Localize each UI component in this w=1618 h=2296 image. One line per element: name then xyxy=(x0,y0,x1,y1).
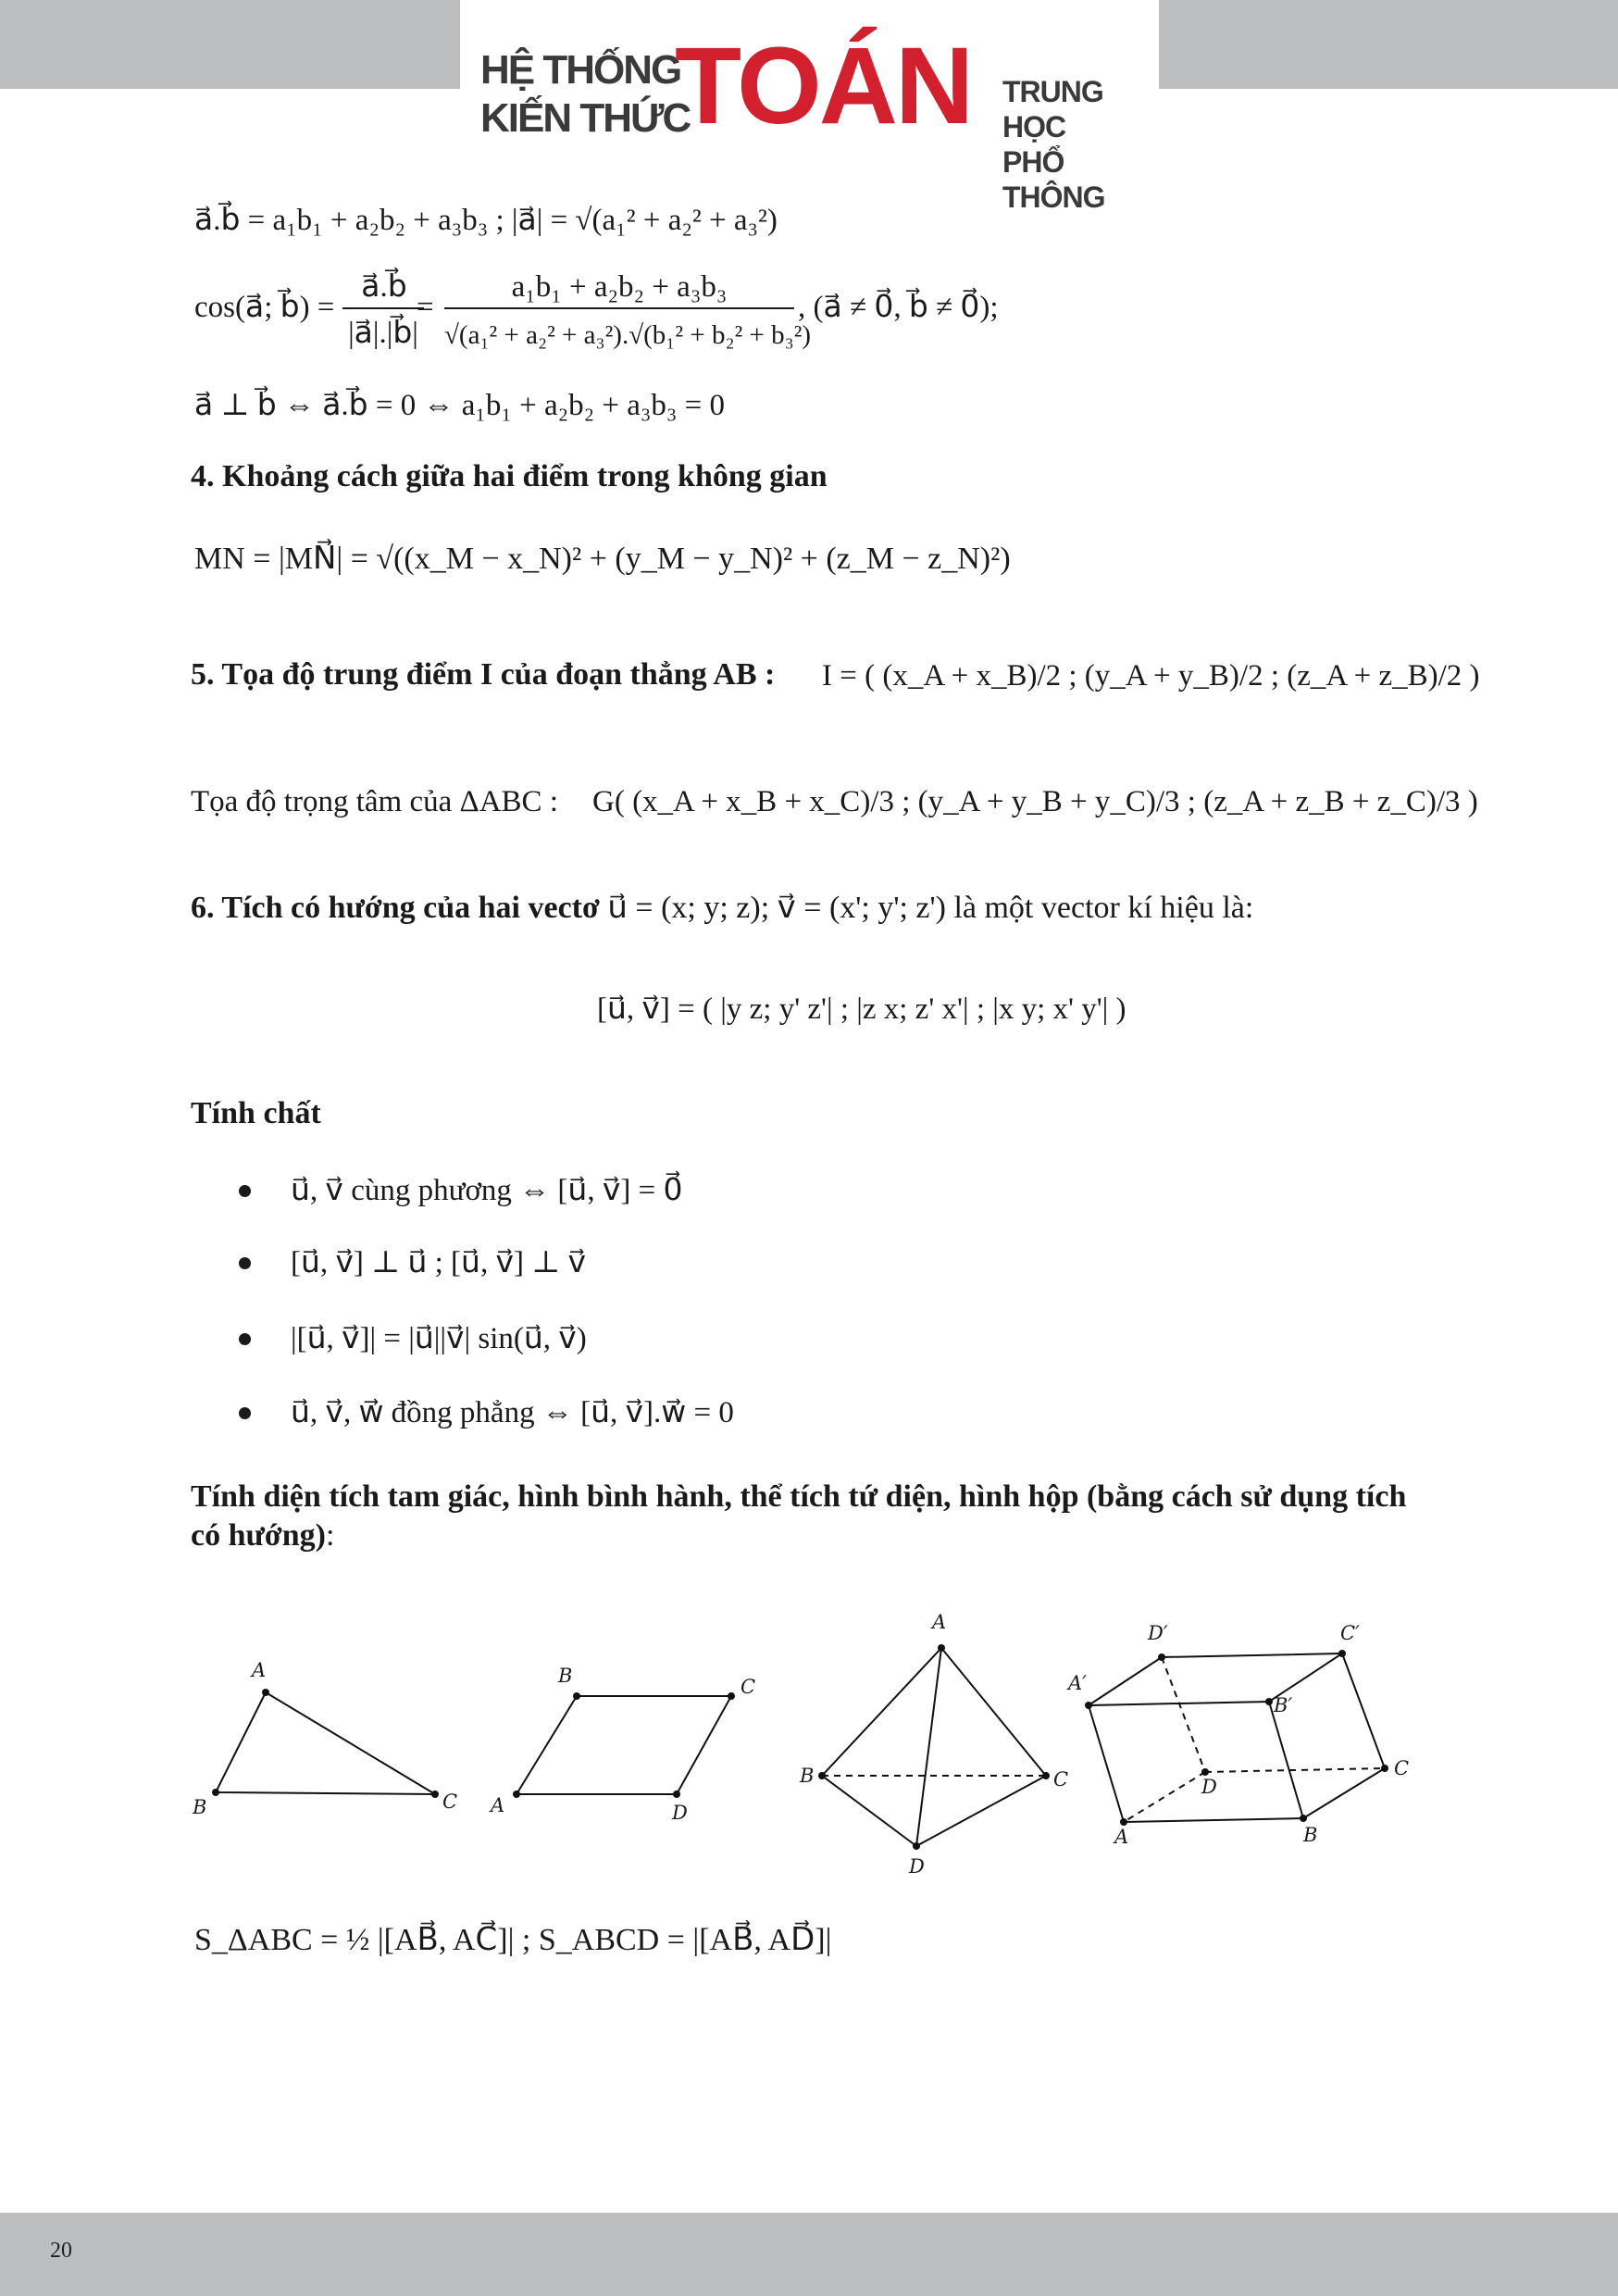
vertex-point xyxy=(1158,1653,1165,1661)
vertex-label: C xyxy=(1053,1768,1069,1791)
vertex-point xyxy=(1381,1765,1388,1772)
vertex-label: A xyxy=(932,1611,947,1633)
cos-frac1-numerator: a⃗.b⃗ xyxy=(361,270,407,304)
header-right-text: TRUNG HỌC PHỔ THÔNG xyxy=(1002,75,1105,214)
section-6-title: 6. Tích có hướng của hai vectơ u⃗ = (x; y; z); v⃗ = (x'; y'; z') là một vector kí hiệu là: xyxy=(191,891,1254,925)
tetra-edge xyxy=(916,1648,941,1846)
vertex-point xyxy=(913,1842,920,1850)
properties-title: Tính chất xyxy=(191,1096,321,1130)
box-top-face xyxy=(1089,1653,1342,1705)
property-item: u⃗, v⃗ cùng phương ⇔ [u⃗, v⃗] = 0⃗ xyxy=(291,1174,683,1207)
cos-frac1-denominator: |a⃗|.|b⃗| xyxy=(348,317,418,350)
vertex-point xyxy=(1201,1768,1209,1776)
vertex-label: C xyxy=(741,1676,756,1698)
vertex-label: B xyxy=(558,1665,573,1687)
header-left-text: HỆ THỐNG KIẾN THỨC xyxy=(480,47,691,141)
vertex-label: C′ xyxy=(1340,1622,1360,1644)
tetra-edge xyxy=(822,1776,916,1846)
midpoint-formula: I = ( (x_A + x_B)/2 ; (y_A + y_B)/2 ; (z_A + z_B)/2 ) xyxy=(822,659,1480,693)
cos-frac2-numerator: a₁b₁ + a₂b₂ + a₃b₃ xyxy=(511,270,728,304)
vertex-point xyxy=(1042,1772,1050,1779)
vertex-point xyxy=(1300,1815,1307,1822)
vertex-point xyxy=(818,1772,826,1779)
vertex-label: A xyxy=(1114,1826,1129,1848)
box-edge xyxy=(1269,1702,1303,1818)
centroid-label: Tọa độ trọng tâm của ΔABC : xyxy=(191,785,558,818)
section-4-title: 4. Khoảng cách giữa hai điểm trong không gian xyxy=(191,459,828,493)
vertex-label: B xyxy=(800,1765,815,1787)
vertex-label: A xyxy=(491,1794,505,1816)
area-title-line2: có hướng): xyxy=(191,1518,335,1553)
vertex-label: A xyxy=(252,1659,267,1681)
vertex-label: A′ xyxy=(1068,1672,1087,1694)
cos-formula-left: cos(a⃗; b⃗) = xyxy=(194,291,335,324)
tetra-edge xyxy=(822,1648,941,1776)
tetra-edge xyxy=(941,1648,1046,1776)
dot-product-formula: a⃗.b⃗ = a₁b₁ + a₂b₂ + a₃b₃ ; |a⃗| = √(a₁² + a₂² + a₃²) xyxy=(194,204,778,237)
vertex-point xyxy=(212,1789,219,1796)
perpendicular-formula: a⃗ ⊥ b⃗ ⇔ a⃗.b⃗ = 0 ⇔ a₁b₁ + a₂b₂ + a₃b₃ = 0 xyxy=(194,389,726,422)
box-hidden-edge xyxy=(1205,1768,1385,1772)
parallelogram-figure xyxy=(517,1696,731,1794)
box-edge xyxy=(1303,1768,1385,1818)
vertex-point xyxy=(728,1692,735,1700)
triangle-figure xyxy=(216,1692,435,1794)
area-formula: S_ΔABC = ½ |[AB⃗, AC⃗]| ; S_ABCD = |[AB⃗, AD⃗]| xyxy=(194,1923,832,1957)
vertex-point xyxy=(1265,1698,1273,1705)
vertex-point xyxy=(513,1791,520,1798)
box-edge xyxy=(1124,1818,1303,1822)
property-item: u⃗, v⃗, w⃗ đồng phẳng ⇔ [u⃗, v⃗].w⃗ = 0 xyxy=(291,1396,734,1429)
vertex-label: B xyxy=(193,1796,207,1818)
cos-condition: , (a⃗ ≠ 0⃗, b⃗ ≠ 0⃗); xyxy=(798,291,999,324)
vertex-label: C xyxy=(442,1791,458,1813)
box-edge xyxy=(1089,1705,1124,1822)
property-item: |[u⃗, v⃗]| = |u⃗||v⃗| sin(u⃗, v⃗) xyxy=(291,1322,587,1355)
vertex-label: D xyxy=(672,1802,688,1824)
vertex-point xyxy=(1120,1818,1127,1826)
vertex-label: D xyxy=(1201,1776,1217,1798)
property-item: [u⃗, v⃗] ⊥ u⃗ ; [u⃗, v⃗] ⊥ v⃗ xyxy=(291,1246,587,1279)
area-title-line1: Tính diện tích tam giác, hình bình hành, thể tích tứ diện, hình hộp (bằng cách sử dụng tích xyxy=(191,1479,1407,1514)
box-hidden-edge xyxy=(1162,1657,1205,1772)
vertex-point xyxy=(1338,1650,1346,1657)
vertex-label: D′ xyxy=(1148,1622,1168,1644)
footer-band xyxy=(0,2213,1618,2296)
vertex-point xyxy=(1085,1702,1092,1709)
equals-sign: = xyxy=(417,291,434,324)
box-hidden-edge xyxy=(1124,1772,1205,1822)
vertex-label: B′ xyxy=(1274,1694,1293,1716)
vertex-label: C xyxy=(1394,1757,1410,1779)
centroid-formula: G( (x_A + x_B + x_C)/3 ; (y_A + y_B + y_C)/3 ; (z_A + z_B + z_C)/3 ) xyxy=(592,785,1478,818)
vertex-point xyxy=(938,1644,945,1652)
vertex-point xyxy=(673,1791,680,1798)
section-5-title: 5. Tọa độ trung điểm I của đoạn thẳng AB : xyxy=(191,657,776,692)
header-title: TOÁN xyxy=(675,25,972,147)
page-number: 20 xyxy=(50,2239,72,2263)
cross-product-formula: [u⃗, v⃗] = ( |y z; y' z'| ; |z x; z' x'| ; |x y; x' y'| ) xyxy=(597,992,1126,1026)
tetra-edge xyxy=(916,1776,1046,1846)
cos-frac2-denominator: √(a₁² + a₂² + a₃²).√(b₁² + b₂² + b₃²) xyxy=(444,320,812,350)
vertex-point xyxy=(431,1791,439,1798)
vertex-point xyxy=(262,1689,269,1696)
vertex-label: B xyxy=(1303,1824,1318,1846)
vertex-label: D xyxy=(909,1855,925,1878)
distance-formula: MN = |MN⃗| = √((x_M − x_N)² + (y_M − y_N)² + (z_M − z_N)²) xyxy=(194,542,1011,576)
box-edge xyxy=(1342,1653,1385,1768)
vertex-point xyxy=(573,1692,580,1700)
